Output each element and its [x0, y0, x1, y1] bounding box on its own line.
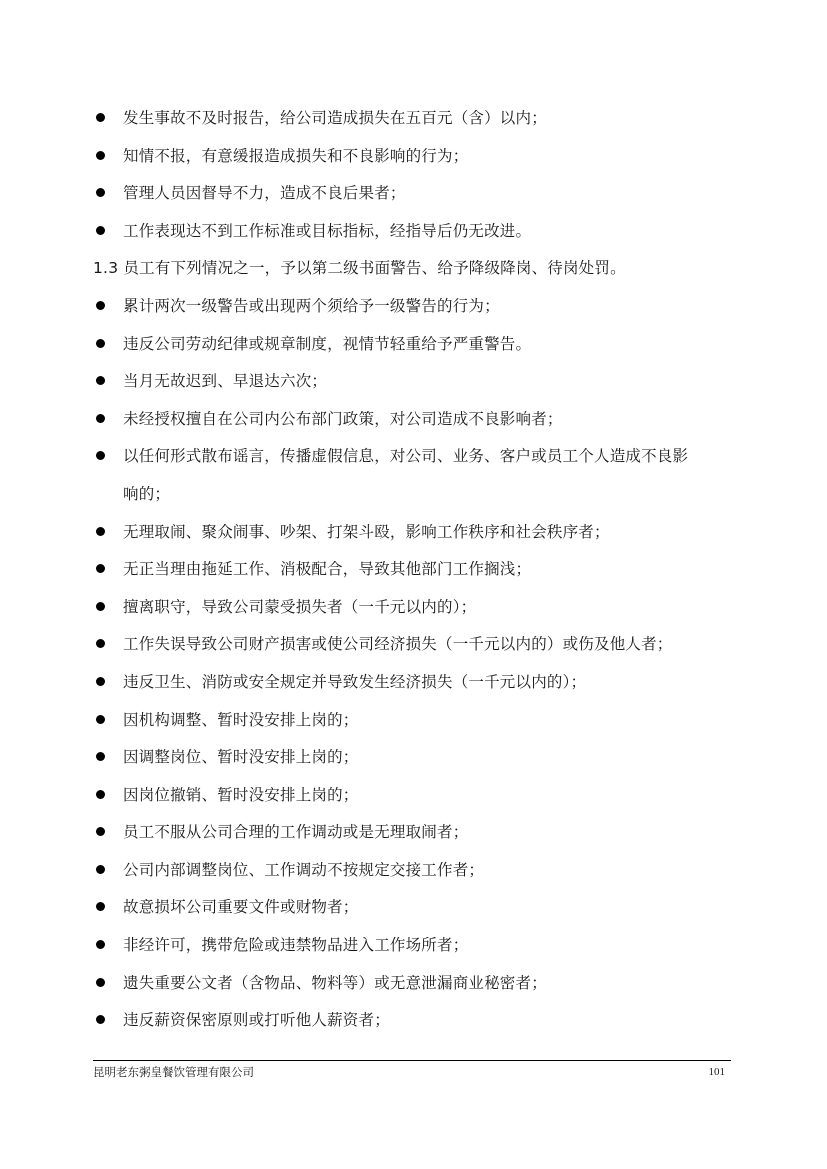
item-text: 擅离职守，导致公司蒙受损失者（一千元以内的）；: [123, 597, 477, 616]
item-text: 未经授权擅自在公司内公布部门政策，对公司造成不良影响者；: [123, 409, 563, 428]
list-item: [93, 706, 733, 744]
bullet-icon: [96, 1015, 105, 1024]
item-text: 违反薪资保密原则或打听他人薪资者；: [123, 1011, 390, 1030]
list-item: [93, 893, 733, 931]
section-heading: [93, 254, 733, 292]
bullet-icon: [96, 752, 105, 761]
item-text: 非经许可，携带危险或违禁物品进入工作场所者；: [123, 936, 469, 955]
item-text: 当月无故迟到、早退达六次；: [123, 372, 328, 391]
list-item: [93, 781, 733, 819]
bullet-icon: [96, 226, 105, 235]
list-item: [93, 931, 733, 969]
item-text: 无理取闹、聚众闹事、吵架、打架斗殴，影响工作秩序和社会秩序者；: [123, 522, 610, 541]
bullet-icon: [96, 451, 105, 460]
item-text: 工作表现达不到工作标准或目标指标，经指导后仍无改进。: [123, 221, 532, 240]
list-item: [93, 593, 733, 631]
bullet-icon: [96, 940, 105, 949]
list-item: [93, 330, 733, 368]
bullet-icon: [96, 602, 105, 611]
bullet-icon: [96, 677, 105, 686]
list-item: [93, 1006, 733, 1044]
item-text: 因岗位撤销、暂时没安排上岗的；: [123, 785, 359, 804]
item-text: 遗失重要公文者（含物品、物料等）或无意泄漏商业秘密者；: [123, 973, 547, 992]
item-text: 公司内部调整岗位、工作调动不按规定交接工作者；: [123, 860, 485, 879]
bullet-icon: [96, 339, 105, 348]
list-item: [93, 405, 733, 443]
list-item: [93, 856, 733, 894]
bullet-icon: [96, 827, 105, 836]
item-text: 知情不报，有意缓报造成损失和不良影响的行为；: [123, 146, 469, 165]
bullet-icon: [96, 527, 105, 536]
item-text: 响的；: [123, 484, 171, 503]
list-item: [93, 142, 733, 180]
bullet-icon: [96, 715, 105, 724]
item-text: 1.3 员工有下列情况之一，予以第二级书面警告、给予降级降岗、待岗处罚。: [93, 259, 626, 278]
list-item: [93, 217, 733, 255]
bullet-icon: [96, 865, 105, 874]
bullet-icon: [96, 978, 105, 987]
document-body: [93, 104, 733, 1044]
list-item: [93, 518, 733, 556]
item-text: 无正当理由拖延工作、消极配合，导致其他部门工作搁浅；: [123, 560, 532, 579]
list-item: [93, 292, 733, 330]
bullet-icon: [96, 639, 105, 648]
list-item-continuation: [93, 480, 733, 518]
list-item: [93, 818, 733, 856]
item-text: 以任何形式散布谣言，传播虚假信息，对公司、业务、客户或员工个人造成不良影: [123, 447, 689, 466]
item-text: 员工不服从公司合理的工作调动或是无理取闹者；: [123, 823, 469, 842]
item-text: 发生事故不及时报告，给公司造成损失在五百元（含）以内；: [123, 109, 547, 127]
bullet-icon: [96, 151, 105, 160]
bullet-icon: [96, 414, 105, 423]
bullet-icon: [96, 301, 105, 310]
page-number: 101: [708, 1066, 725, 1078]
list-item: [93, 367, 733, 405]
item-text: 累计两次一级警告或出现两个须给予一级警告的行为；: [123, 296, 500, 315]
item-text: 管理人员因督导不力，造成不良后果者；: [123, 184, 406, 203]
list-item: [93, 104, 733, 142]
list-item: [93, 668, 733, 706]
list-item: [93, 630, 733, 668]
list-item: [93, 969, 733, 1007]
list-item: [93, 179, 733, 217]
bullet-icon: [96, 376, 105, 385]
bullet-icon: [96, 564, 105, 573]
item-text: 违反卫生、消防或安全规定并导致发生经济损失（一千元以内的）；: [123, 672, 587, 691]
bullet-icon: [96, 902, 105, 911]
item-text: 因调整岗位、暂时没安排上岗的；: [123, 748, 359, 767]
list-item: [93, 743, 733, 781]
bullet-icon: [96, 113, 105, 122]
list-item: [93, 442, 733, 480]
footer-company-name: 昆明老东粥皇餐饮管理有限公司: [93, 1065, 254, 1079]
item-text: 违反公司劳动纪律或规章制度，视情节轻重给予严重警告。: [123, 334, 532, 353]
bullet-icon: [96, 790, 105, 799]
list-item: [93, 555, 733, 593]
footer-divider: [93, 1060, 731, 1061]
bullet-icon: [96, 188, 105, 197]
item-text: 故意损坏公司重要文件或财物者；: [123, 898, 359, 917]
item-text: 因机构调整、暂时没安排上岗的；: [123, 710, 359, 729]
item-text: 工作失误导致公司财产损害或使公司经济损失（一千元以内的）或伤及他人者；: [123, 635, 673, 654]
